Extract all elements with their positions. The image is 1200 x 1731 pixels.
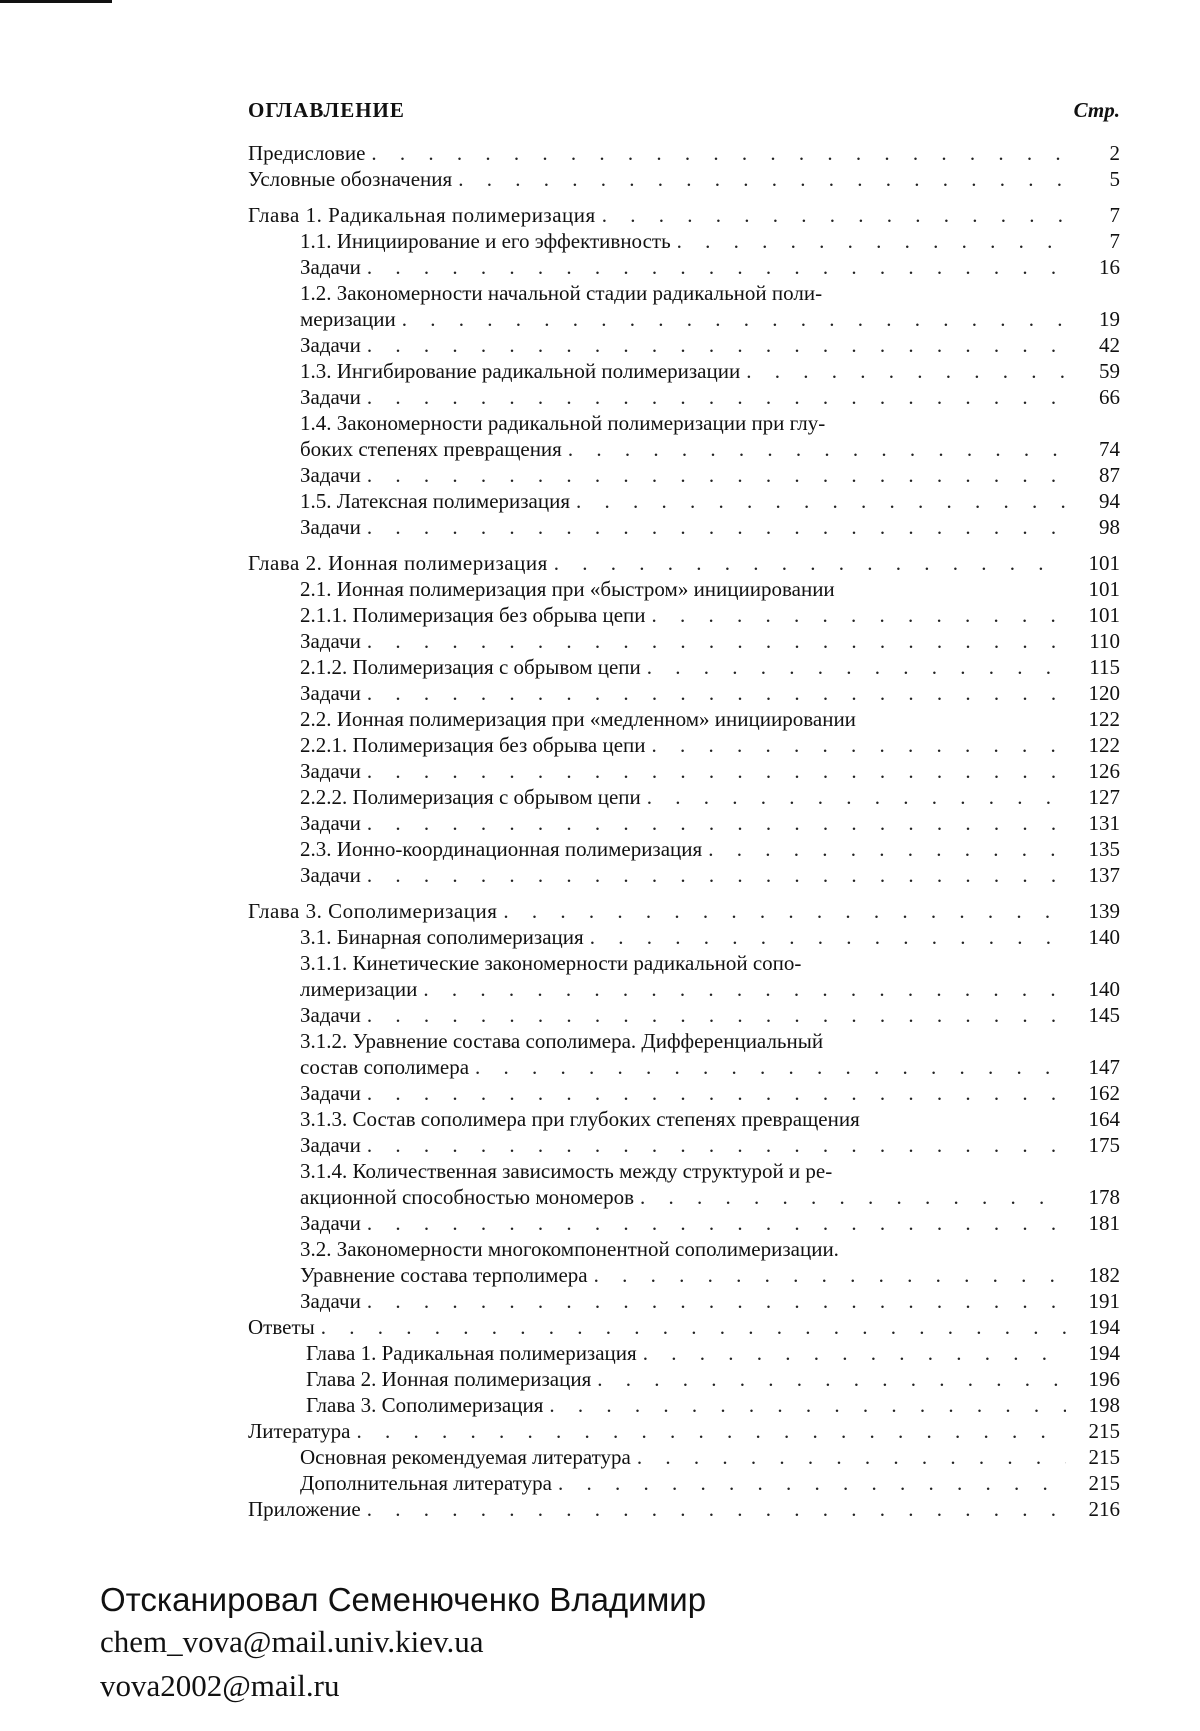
toc-entry-page: 191 (1088, 1289, 1120, 1313)
toc-entry-label: 2.2.1. Полимеризация без обрыва цепи (300, 733, 646, 757)
dot-leader (652, 732, 1066, 758)
dot-leader (367, 1288, 1066, 1314)
toc-entry-page: 145 (1088, 1003, 1120, 1027)
toc-entry-label: Задачи (300, 333, 361, 357)
dot-leader (367, 462, 1066, 488)
toc-entry-page: 196 (1088, 1367, 1120, 1391)
toc-row[interactable] (248, 602, 1120, 628)
dot-leader (321, 1314, 1066, 1340)
dot-leader (597, 1366, 1066, 1392)
dot-leader (367, 758, 1066, 784)
toc-entry-page: 19 (1099, 307, 1120, 331)
toc-entry-page: 110 (1089, 629, 1120, 653)
toc-entry-page: 126 (1088, 759, 1120, 783)
toc-row[interactable] (248, 1470, 1120, 1496)
toc-row[interactable] (248, 1288, 1120, 1314)
toc-entry-label: Задачи (300, 1289, 361, 1313)
toc-entry-page: 175 (1088, 1133, 1120, 1157)
dot-leader (640, 1184, 1066, 1210)
toc-entry-page: 215 (1088, 1445, 1120, 1469)
dot-leader (647, 784, 1066, 810)
toc-row[interactable] (248, 1002, 1120, 1028)
dot-leader (367, 514, 1066, 540)
dot-leader (475, 1054, 1066, 1080)
toc-entry-label: Задачи (300, 1211, 361, 1235)
toc-entry-label: 1.3. Ингибирование радикальной полимеризации (300, 359, 741, 383)
toc-entry-label: Задачи (300, 385, 361, 409)
scanned-by-text: Отсканировал Семенюченко Владимир (100, 1581, 707, 1618)
toc-entry-label: Глава 2. Ионная полимеризация (306, 1367, 592, 1391)
scan-credit (100, 1580, 706, 1708)
toc-row[interactable] (248, 732, 1120, 758)
toc-entry-label: Задачи (300, 515, 361, 539)
toc-entry-label: 3.1.1. Кинетические закономерности радикальной сопо- (300, 951, 802, 975)
dot-leader (677, 228, 1066, 254)
toc-entry-page: 7 (1109, 203, 1120, 227)
toc-row[interactable] (248, 358, 1120, 384)
toc-entry-page: 140 (1088, 925, 1120, 949)
toc-entry-label: лимеризации (300, 977, 418, 1001)
toc-row[interactable] (248, 384, 1120, 410)
dot-leader (637, 1444, 1066, 1470)
dot-leader (367, 810, 1066, 836)
toc-entry-label: Глава 1. Радикальная полимеризация (248, 203, 596, 227)
toc-title: ОГЛАВЛЕНИЕ (248, 98, 405, 122)
toc-entry-label: Задачи (300, 1003, 361, 1027)
toc-row[interactable] (248, 680, 1120, 706)
toc-row[interactable] (248, 514, 1120, 540)
toc-entry-label: Задачи (300, 863, 361, 887)
chapter-gap (248, 888, 1120, 898)
toc-entry-page: 115 (1089, 655, 1120, 679)
toc-row[interactable] (248, 1314, 1120, 1340)
toc-entry-label: Задачи (300, 1133, 361, 1157)
dot-leader (708, 836, 1066, 862)
dot-leader (602, 202, 1066, 228)
toc-entry-label: 2.1.2. Полимеризация с обрывом цепи (300, 655, 641, 679)
email-2: vova2002@mail.ru (100, 1668, 340, 1703)
toc-entry-label: 3.1. Бинарная сополимеризация (300, 925, 584, 949)
toc-entry-page: 194 (1088, 1341, 1120, 1365)
toc-entry-page: 216 (1088, 1497, 1120, 1521)
dot-leader (458, 166, 1066, 192)
toc-row[interactable] (248, 140, 1120, 166)
toc-row[interactable] (248, 1418, 1120, 1444)
toc-row[interactable] (248, 280, 1120, 306)
toc-row[interactable] (248, 228, 1120, 254)
toc-entry-page: 182 (1088, 1263, 1120, 1287)
dot-leader (402, 306, 1066, 332)
email-1: chem_vova@mail.univ.kiev.ua (100, 1624, 484, 1659)
toc-entry-label: Ответы (248, 1315, 315, 1339)
toc-entry-label: Глава 2. Ионная полимеризация (248, 551, 548, 575)
toc-entry-label: 2.1.1. Полимеризация без обрыва цепи (300, 603, 646, 627)
dot-leader (367, 1210, 1066, 1236)
toc-row[interactable] (248, 1262, 1120, 1288)
toc-entry-page: 94 (1099, 489, 1120, 513)
chapter-gap (248, 540, 1120, 550)
toc-entry-label: Глава 3. Сополимеризация (248, 899, 498, 923)
chapter-gap (248, 192, 1120, 202)
dot-leader (367, 680, 1066, 706)
toc-entry-page: 215 (1088, 1471, 1120, 1495)
dot-leader (367, 332, 1066, 358)
toc-row[interactable] (248, 950, 1120, 976)
dot-leader (549, 1392, 1066, 1418)
toc-entry-label: 2.1. Ионная полимеризация при «быстром» инициировании (300, 577, 835, 601)
toc-entry-page: 131 (1088, 811, 1120, 835)
dot-leader (367, 1080, 1066, 1106)
toc-row[interactable] (248, 706, 1120, 732)
toc-row[interactable] (248, 166, 1120, 192)
toc-row[interactable] (248, 1158, 1120, 1184)
toc-header (248, 98, 1120, 128)
scan-edge-mark (0, 0, 112, 3)
dot-leader (652, 602, 1066, 628)
toc-row[interactable] (248, 306, 1120, 332)
toc-entry-label: Задачи (300, 811, 361, 835)
toc-entry-page: 139 (1088, 899, 1120, 923)
toc-entry-label: Задачи (300, 681, 361, 705)
toc-entry-label: состав сополимера (300, 1055, 470, 1079)
toc-entry-page: 66 (1099, 385, 1120, 409)
toc-entry-label: 1.5. Латексная полимеризация (300, 489, 571, 513)
toc-entry-label: 1.2. Закономерности начальной стадии радикальной поли- (300, 281, 823, 305)
toc-chapter-row[interactable] (248, 202, 1120, 228)
toc-entry-label: Задачи (300, 255, 361, 279)
toc-entry-page: 198 (1088, 1393, 1120, 1417)
toc-row[interactable] (248, 1366, 1120, 1392)
toc-entry-label: Задачи (300, 463, 361, 487)
toc-entry-page: 42 (1099, 333, 1120, 357)
toc-entry-page: 135 (1088, 837, 1120, 861)
toc-row[interactable] (248, 628, 1120, 654)
toc-row[interactable] (248, 1054, 1120, 1080)
toc-entry-page: 140 (1088, 977, 1120, 1001)
toc-row[interactable] (248, 1106, 1120, 1132)
toc-entry-label: Предисловие (248, 141, 366, 165)
toc-entry-page: 162 (1088, 1081, 1120, 1105)
toc-entry-page: 101 (1088, 577, 1120, 601)
toc-entry-label: 2.2. Ионная полимеризация при «медленном» инициировании (300, 707, 856, 731)
toc-row[interactable] (248, 462, 1120, 488)
toc-entry-page: 127 (1088, 785, 1120, 809)
toc-row[interactable] (248, 1080, 1120, 1106)
toc-row[interactable] (248, 1028, 1120, 1054)
toc-row[interactable] (248, 1392, 1120, 1418)
toc-entry-label: 1.4. Закономерности радикальной полимеризации при глу- (300, 411, 826, 435)
toc-entry-label: Глава 1. Радикальная полимеризация (306, 1341, 637, 1365)
toc-entry-page: 16 (1099, 255, 1120, 279)
toc-entry-label: Задачи (300, 629, 361, 653)
toc-entry-page: 120 (1088, 681, 1120, 705)
dot-leader (576, 488, 1066, 514)
dot-leader (423, 976, 1066, 1002)
toc-row[interactable] (248, 836, 1120, 862)
toc-row[interactable] (248, 254, 1120, 280)
toc-entry-page: 194 (1088, 1315, 1120, 1339)
toc-entry-page: 122 (1088, 733, 1120, 757)
toc-row[interactable] (248, 784, 1120, 810)
dot-leader (594, 1262, 1066, 1288)
dot-leader (503, 898, 1066, 924)
toc-entry-label: Литература (248, 1419, 351, 1443)
toc-entry-page: 101 (1088, 551, 1120, 575)
toc-chapter-row[interactable] (248, 550, 1120, 576)
toc-chapter-row[interactable] (248, 898, 1120, 924)
dot-leader (367, 862, 1066, 888)
toc-entry-label: меризации (300, 307, 396, 331)
table-of-contents (248, 98, 1120, 1522)
toc-entry-label: 3.1.3. Состав сополимера при глубоких степенях превращения (300, 1107, 860, 1131)
dot-leader (590, 924, 1066, 950)
toc-entry-label: 1.1. Инициирование и его эффективность (300, 229, 671, 253)
toc-entry-label: акционной способностью мономеров (300, 1185, 634, 1209)
dot-leader (371, 140, 1066, 166)
toc-row[interactable] (248, 654, 1120, 680)
dot-leader (367, 628, 1066, 654)
toc-row[interactable] (248, 758, 1120, 784)
toc-entry-page: 215 (1088, 1419, 1120, 1443)
toc-row[interactable] (248, 1132, 1120, 1158)
dot-leader (554, 550, 1066, 576)
toc-entry-page: 178 (1088, 1185, 1120, 1209)
toc-row[interactable] (248, 1444, 1120, 1470)
toc-entry-label: боких степенях превращения (300, 437, 562, 461)
toc-entry-page: 181 (1088, 1211, 1120, 1235)
toc-entry-page: 101 (1088, 603, 1120, 627)
toc-entry-page: 74 (1099, 437, 1120, 461)
toc-entry-label: Задачи (300, 1081, 361, 1105)
toc-row[interactable] (248, 1184, 1120, 1210)
dot-leader (367, 254, 1066, 280)
dot-leader (746, 358, 1066, 384)
toc-entries (248, 140, 1120, 1522)
toc-row[interactable] (248, 1340, 1120, 1366)
toc-entry-label: 2.2.2. Полимеризация с обрывом цепи (300, 785, 641, 809)
toc-entry-page: 2 (1109, 141, 1120, 165)
dot-leader (568, 436, 1066, 462)
toc-entry-page: 7 (1109, 229, 1120, 253)
toc-entry-label: 3.1.2. Уравнение состава сополимера. Дифференциальный (300, 1029, 824, 1053)
toc-row[interactable] (248, 332, 1120, 358)
toc-entry-label: Дополнительная литература (300, 1471, 552, 1495)
toc-entry-label: 2.3. Ионно-координационная полимеризация (300, 837, 703, 861)
toc-row[interactable] (248, 410, 1120, 436)
toc-entry-page: 98 (1099, 515, 1120, 539)
toc-entry-page: 137 (1088, 863, 1120, 887)
toc-row[interactable] (248, 810, 1120, 836)
toc-page-column-header: Стр. (1073, 98, 1120, 122)
dot-leader (558, 1470, 1066, 1496)
toc-entry-label: 3.2. Закономерности многокомпонентной сополимеризации. (300, 1237, 839, 1261)
toc-row[interactable] (248, 924, 1120, 950)
toc-entry-page: 164 (1088, 1107, 1120, 1131)
dot-leader (356, 1418, 1066, 1444)
dot-leader (367, 1002, 1066, 1028)
toc-entry-label: Приложение (248, 1497, 361, 1521)
toc-row[interactable] (248, 1496, 1120, 1522)
toc-entry-page: 147 (1088, 1055, 1120, 1079)
toc-row[interactable] (248, 436, 1120, 462)
toc-entry-page: 59 (1099, 359, 1120, 383)
toc-entry-label: Задачи (300, 759, 361, 783)
toc-entry-label: Глава 3. Сополимеризация (306, 1393, 544, 1417)
toc-entry-page: 87 (1099, 463, 1120, 487)
toc-row[interactable] (248, 976, 1120, 1002)
toc-entry-label: Основная рекомендуемая литература (300, 1445, 631, 1469)
dot-leader (643, 1340, 1066, 1366)
toc-entry-label: Уравнение состава терполимера (300, 1263, 588, 1287)
toc-row[interactable] (248, 862, 1120, 888)
toc-entry-label: 3.1.4. Количественная зависимость между структурой и ре- (300, 1159, 833, 1183)
dot-leader (367, 1132, 1066, 1158)
toc-row[interactable] (248, 1236, 1120, 1262)
toc-entry-page: 122 (1088, 707, 1120, 731)
dot-leader (367, 1496, 1066, 1522)
toc-entry-label: Условные обозначения (248, 167, 453, 191)
toc-row[interactable] (248, 1210, 1120, 1236)
toc-row[interactable] (248, 576, 1120, 602)
dot-leader (647, 654, 1066, 680)
dot-leader (367, 384, 1066, 410)
toc-entry-page: 5 (1109, 167, 1120, 191)
toc-row[interactable] (248, 488, 1120, 514)
